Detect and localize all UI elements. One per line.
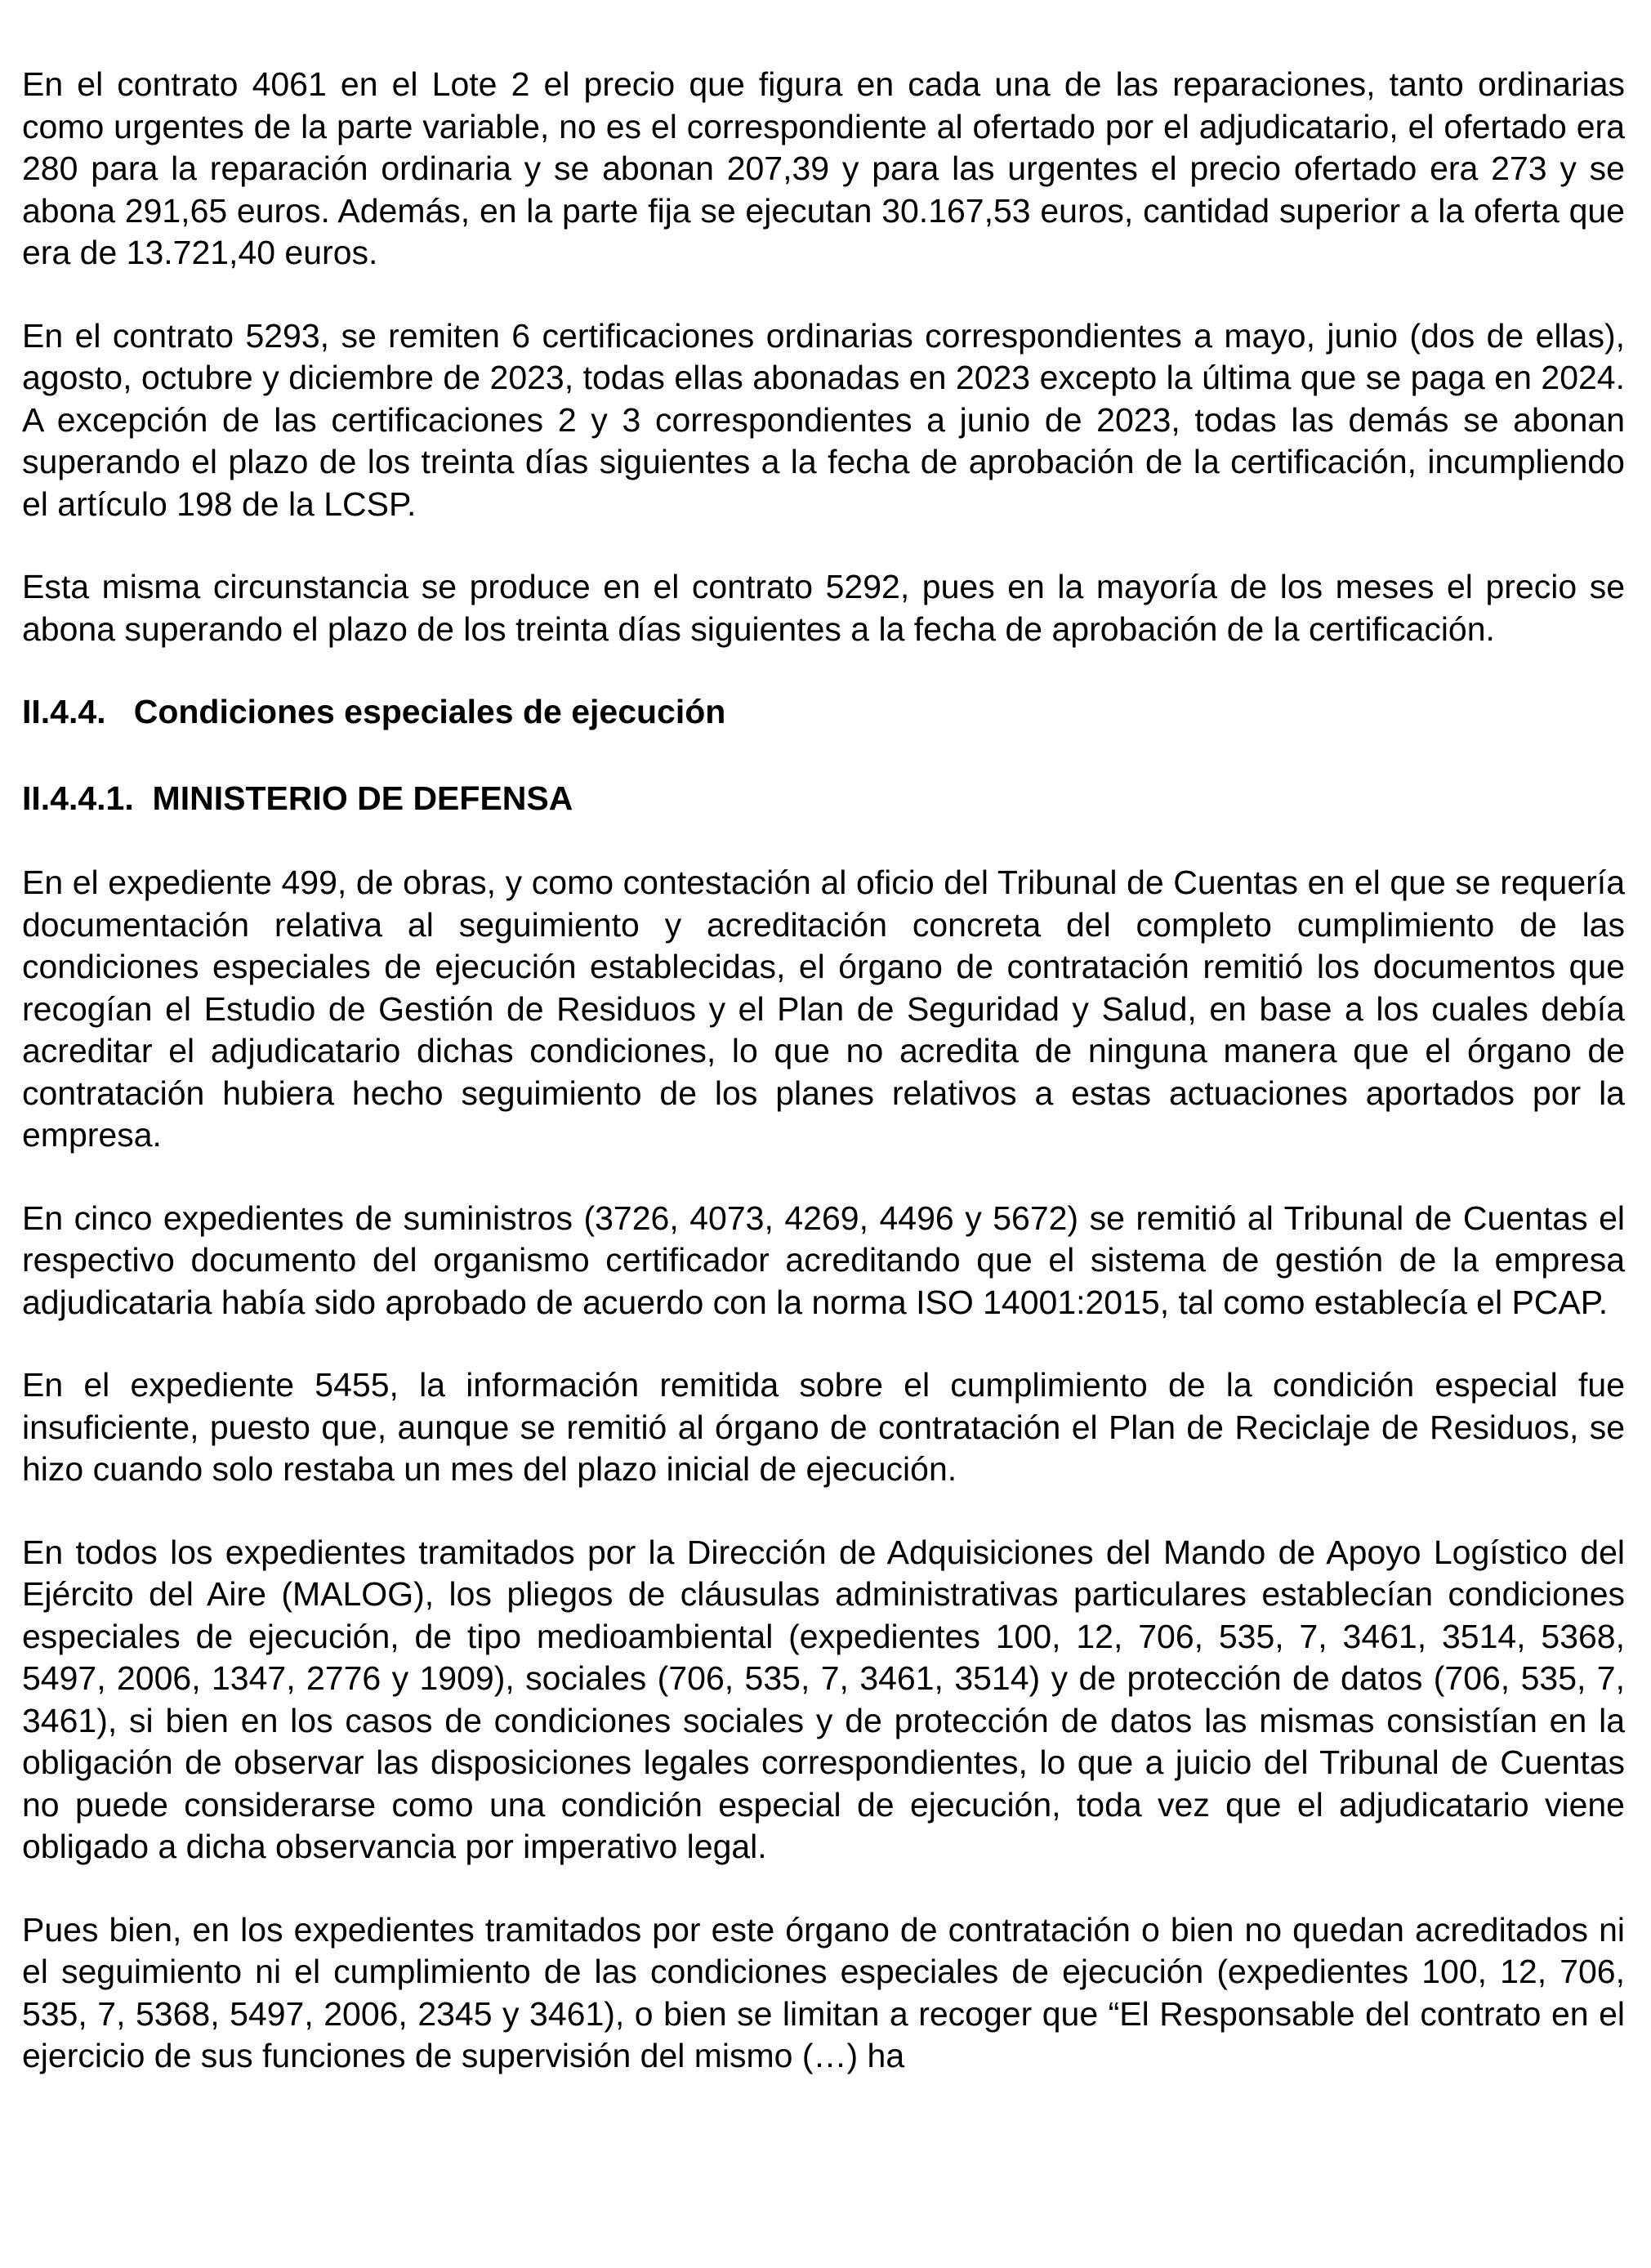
paragraph-expediente-499: En el expediente 499, de obras, y como contestación al oficio del Tribunal de Cuentas en el que se requería documentación relativa al seguimiento y acreditación concreta del completo cumplimiento de las condiciones especiales de ejecución establecidas, el órgano de contratación remitió los documentos que recogían el Estudio de Gestión de Residuos y el Plan de Seguridad y Salud, en base a los cuales debía acreditar el adjudicatario dichas condiciones, lo que no acredita de ninguna manera que el órgano de contratación hubiera hecho seguimiento de los planes relativos a estas actuaciones aportados por la empresa. xyxy=(22,864,1625,1154)
paragraph-pues-bien: Pues bien, en los expedientes tramitados por este órgano de contratación o bien no quedan acreditados ni el seguimiento ni el cumplimiento de las condiciones especiales de ejecución (expedientes 100, 12, 706, 535, 7, 5368, 5497, 2006, 2345 y 3461), o bien se limitan a recoger que “El Responsable del contrato en el ejercicio de sus funciones de supervisión del mismo (…) ha xyxy=(22,1910,1625,2074)
paragraph-contrato-5293: En el contrato 5293, se remiten 6 certificaciones ordinarias correspondientes a mayo, junio (dos de ellas), agosto, octubre y diciembre de 2023, todas ellas abonadas en 2023 excepto la última que se paga en 2024. A excepción de las certificaciones 2 y 3 correspondientes a junio de 2023, todas las demás se abonan superando el plazo de los treinta días siguientes a la fecha de aprobación de la certificación, incumpliendo el artículo 198 de la LCSP. xyxy=(22,316,1625,523)
paragraph-contrato-4061: En el contrato 4061 en el Lote 2 el precio que figura en cada una de las reparaciones, tanto ordinarias como urgentes de la parte variable, no es el correspondiente al ofertado por el adjudicatario, el ofertado era 280 para la reparación ordinaria y se abonan 207,39 y para las urgentes el precio ofertado era 273 y se abona 291,65 euros. Además, en la parte fija se ejecutan 30.167,53 euros, cantidad superior a la oferta que era de 13.721,40 euros. xyxy=(22,65,1625,271)
paragraph-malog: En todos los expedientes tramitados por la Dirección de Adquisiciones del Mando de Apoyo Logístico del Ejército del Aire (MALOG), los pliegos de cláusulas administrativas particulares establecían condiciones especiales de ejecución, de tipo medioambiental (expedientes 100, 12, 706, 535, 7, 3461, 3514, 5368, 5497, 2006, 1347, 2776 y 1909), sociales (706, 535, 7, 3461, 3514) y de protección de datos (706, 535, 7, 3461), si bien en los casos de condiciones sociales y de protección de datos las mismas consistían en la obligación de observar las disposiciones legales correspondientes, lo que a juicio del Tribunal de Cuentas no puede considerarse como una condición especial de ejecución, toda vez que el adjudicatario viene obligado a dicha observancia por imperativo legal. xyxy=(22,1533,1625,1865)
paragraph-expediente-5455: En el expediente 5455, la información remitida sobre el cumplimiento de la condición especial fue insuficiente, puesto que, aunque se remitió al órgano de contratación el Plan de Reciclaje de Residuos, se hizo cuando solo restaba un mes del plazo inicial de ejecución. xyxy=(22,1366,1625,1488)
subsection-heading: II.4.4.1. MINISTERIO DE DEFENSA xyxy=(22,779,573,817)
paragraph-contrato-5292: Esta misma circunstancia se produce en el contrato 5292, pues en la mayoría de los meses el precio se abona superando el plazo de los treinta días siguientes a la fecha de aprobación de la certificación. xyxy=(22,568,1625,648)
paragraph-cinco-expedientes: En cinco expedientes de suministros (3726, 4073, 4269, 4496 y 5672) se remitió al Tribunal de Cuentas el respectivo documento del organismo certificador acreditando que el sistema de gestión de la empresa adjudicataria había sido aprobado de acuerdo con la norma ISO 14001:2015, tal como establecía el PCAP. xyxy=(22,1199,1625,1321)
document-body xyxy=(22,64,1625,2118)
section-heading: II.4.4. Condiciones especiales de ejecución xyxy=(22,693,726,730)
